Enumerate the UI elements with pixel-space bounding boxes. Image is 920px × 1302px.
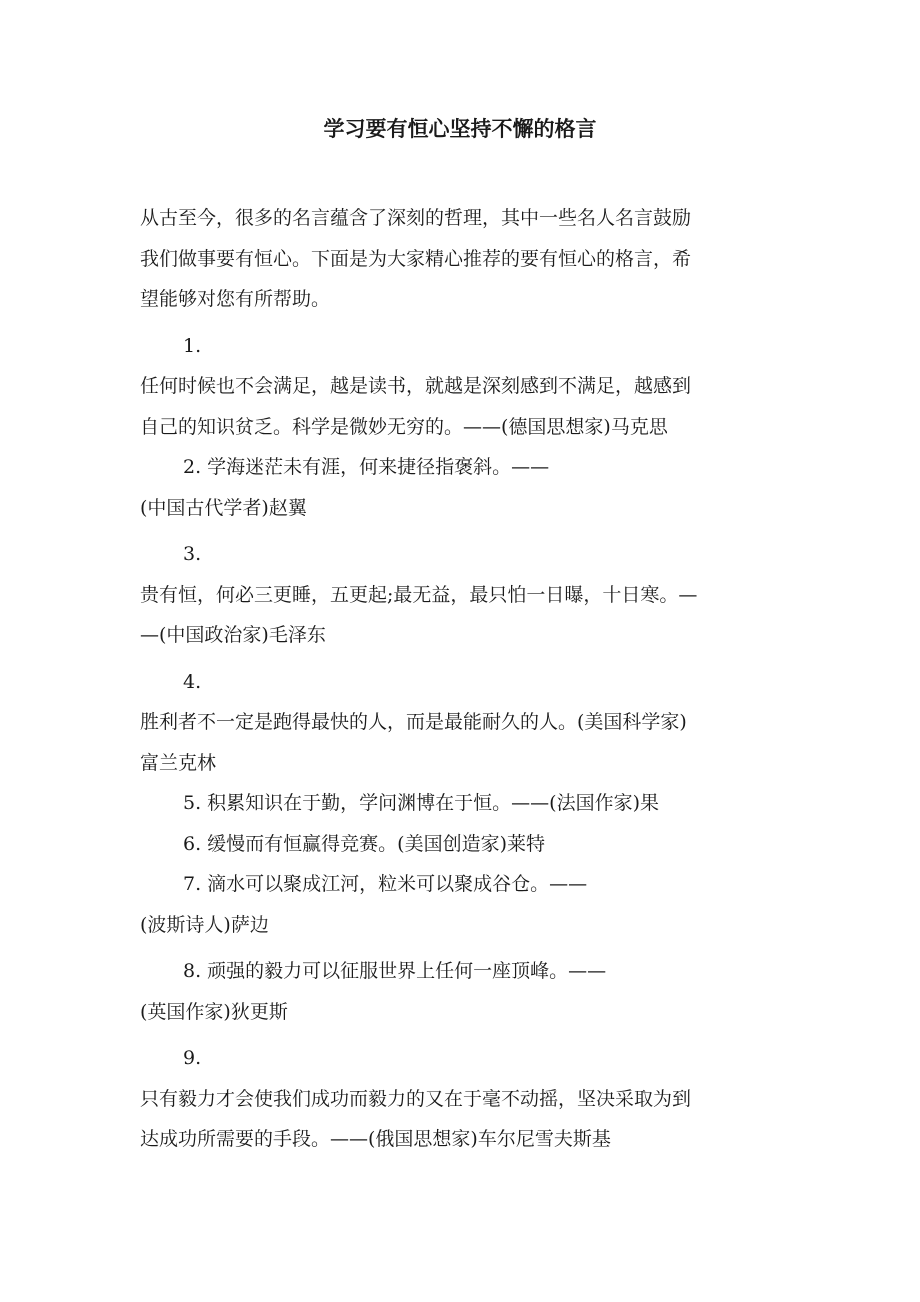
- quote-line: 达成功所需要的手段。——(俄国思想家)车尔尼雪夫斯基: [140, 1128, 611, 1150]
- quote-line: 富兰克林: [140, 751, 217, 774]
- quote-line: (英国作家)狄更斯: [140, 1000, 288, 1023]
- document-title: 学习要有恒心坚持不懈的格言: [323, 116, 597, 141]
- quote-line: (中国古代学者)赵翼: [140, 496, 307, 519]
- quote-line: 胜利者不一定是跑得最快的人，而是最能耐久的人。(美国科学家): [140, 711, 687, 733]
- quote-line-8: 8. 顽强的毅力可以征服世界上任何一座顶峰。——: [183, 960, 607, 982]
- quote-line: 任何时候也不会满足，越是读书，就越是深刻感到不满足，越感到: [140, 375, 692, 397]
- quote-line: —(中国政治家)毛泽东: [140, 624, 326, 646]
- quote-number-1: 1.: [183, 334, 202, 357]
- quote-line: 贵有恒，何必三更睡，五更起;最无益，最只怕一日曝，十日寒。—: [140, 583, 698, 606]
- quote-line-2: 2. 学海迷茫未有涯，何来捷径指褒斜。——: [183, 456, 550, 478]
- quote-line-6: 6. 缓慢而有恒赢得竞赛。(美国创造家)莱特: [183, 832, 545, 855]
- quote-line: 只有毅力才会使我们成功而毅力的又在于毫不动摇，坚决采取为到: [140, 1087, 692, 1110]
- document-body: [140, 198, 790, 1160]
- quote-number-9: 9.: [183, 1047, 202, 1069]
- intro-line: 我们做事要有恒心。下面是为大家精心推荐的要有恒心的格言，希: [140, 247, 692, 270]
- quote-number-3: 3.: [183, 543, 202, 565]
- quote-line-7: 7. 滴水可以聚成江河，粒米可以聚成谷仓。——: [183, 873, 588, 895]
- quote-line: 自己的知识贫乏。科学是微妙无穷的。——(德国思想家)马克思: [140, 415, 668, 438]
- intro-line: 望能够对您有所帮助。: [140, 288, 331, 310]
- quote-number-4: 4.: [183, 670, 202, 693]
- intro-line: 从古至今，很多的名言蕴含了深刻的哲理，其中一些名人名言鼓励: [140, 207, 692, 229]
- quote-line: (波斯诗人)萨边: [140, 913, 269, 936]
- quote-line-5: 5. 积累知识在于勤，学问渊博在于恒。——(法国作家)果: [183, 792, 659, 814]
